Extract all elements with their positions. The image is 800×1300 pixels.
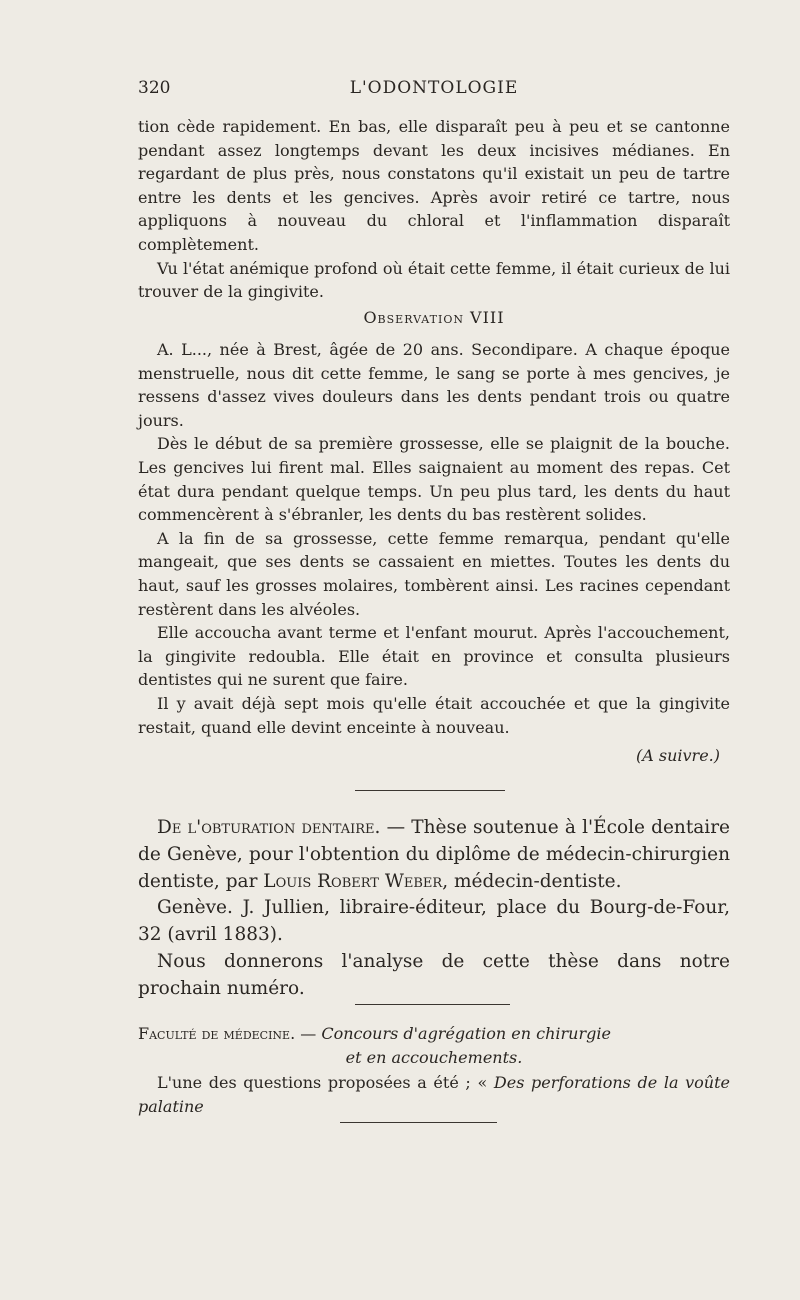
concours-title-line2: et en accouchements. bbox=[345, 1047, 523, 1067]
faculte-notice bbox=[138, 1022, 730, 1118]
author-name: Louis Robert Weber bbox=[263, 870, 443, 892]
paragraph: Nous donnerons l'analyse de cette thèse dans notre prochain numéro. bbox=[138, 950, 730, 999]
paragraph: A la fin de sa grossesse, cette femme remarqua, pendant qu'elle mangeait, que ses dents se cassaient en miettes. Toutes les dents du haut, sauf les grosses molaires, tombèrent ainsi. Les racines cependant restèrent dans les alvéoles. bbox=[138, 528, 730, 619]
paragraph: Vu l'état anémique profond où était cette femme, il était curieux de lui trouver de la gingivite. bbox=[138, 258, 730, 302]
concours-title: Concours d'agrégation en chirurgie bbox=[321, 1024, 611, 1043]
dash: — bbox=[380, 817, 412, 838]
obturation-notice bbox=[138, 815, 730, 1003]
paragraph bbox=[138, 1071, 730, 1118]
paragraph: tion cède rapidement. En bas, elle disparaît peu à peu et se cantonne pendant assez longtemps devant les deux incisives médianes. En regardant de plus près, nous constatons qu'il existait un peu de tartre entre les dents et les gencives. Après avoir retiré ce tartre, nous appliquons à nouveau du chloral et l'inflammation disparaît complètement. bbox=[138, 117, 730, 254]
paragraph bbox=[138, 1022, 730, 1046]
section-heading: De l'obturation dentaire. bbox=[157, 817, 381, 838]
paragraph: Elle accoucha avant terme et l'enfant mourut. Après l'accouchement, la gingivite redoubla. Elle était en province et consulta plusieurs dentistes qui ne surent que faire. bbox=[138, 623, 730, 690]
section-continuation bbox=[138, 115, 730, 304]
separator-rule bbox=[355, 1004, 510, 1005]
section-heading: Faculté de médecine. bbox=[138, 1024, 296, 1043]
dash: — bbox=[295, 1024, 322, 1043]
paragraph: A. L..., née à Brest, âgée de 20 ans. Secondipare. A chaque époque menstruelle, nous dit cette femme, le sang se porte à mes gencives, je ressens d'assez vives douleurs dans les dents pendant trois ou quatre jours. bbox=[138, 340, 730, 430]
running-head: L'ODONTOLOGIE bbox=[349, 78, 519, 98]
observation-body bbox=[138, 338, 730, 739]
to-be-continued: (A suivre.) bbox=[636, 746, 720, 765]
separator-rule bbox=[355, 790, 505, 791]
question-title: Des perforations de la voûte palatine bbox=[138, 1073, 731, 1116]
separator-rule bbox=[340, 1122, 497, 1123]
paragraph: Il y avait déjà sept mois qu'elle était accouchée et que la gingivite restait, quand elle devint enceinte à nouveau. bbox=[138, 693, 730, 737]
text-run: , médecin-dentiste. bbox=[442, 870, 622, 892]
paragraph: Dès le début de sa première grossesse, elle se plaignit de la bouche. Les gencives lui firent mal. Elles saignaient au moment des repas. Cet état dura pendant quelque temps. Un peu plus tard, les dents du haut commencèrent à s'ébranler, les dents du bas restèrent solides. bbox=[138, 434, 730, 525]
paragraph bbox=[138, 815, 730, 895]
observation-title: Observation VIII bbox=[363, 308, 505, 327]
paragraph: Genève. J. Jullien, libraire-éditeur, place du Bourg-de-Four, 32 (avril 1883). bbox=[138, 897, 730, 946]
text-run: Thèse soutenue à l'École dentaire de Genève, pour l'obtention du diplôme de médecin-chirurgien dentiste, par bbox=[138, 817, 731, 892]
page-header bbox=[138, 78, 730, 104]
page-number: 320 bbox=[138, 78, 171, 98]
text-run: L'une des questions proposées a été ; « bbox=[157, 1073, 494, 1093]
